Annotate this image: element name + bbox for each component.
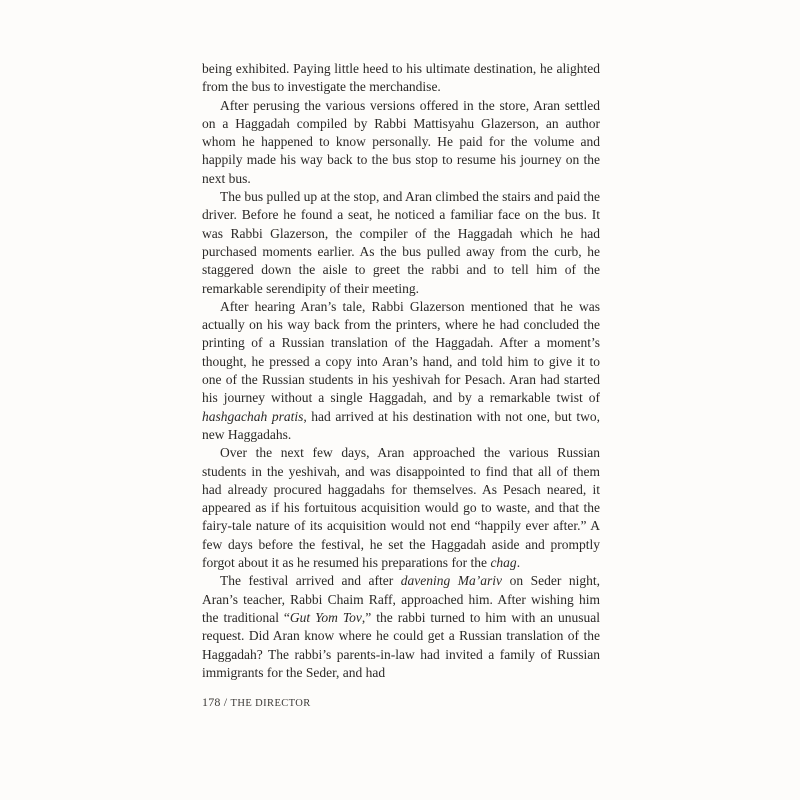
text-run: , had arrived at his destination with not one, but two, new Haggadahs. (202, 408, 600, 442)
text-run: Over the next few days, Aran approached the various Russian students in the yeshivah, and was disappointed to find that all of them had already procured haggadahs for themselves. As Pesach neared, it appeared as if his fortuitous acquisition would go to waste, and that the fairy-tale nature of its acquisition would not end “happily ever after.” A few days before the festival, he set the Haggadah aside and promptly forgot about it as he resumed his preparations for the (202, 445, 600, 571)
italic-text: Gut Yom Tov (289, 609, 362, 625)
paragraph (202, 97, 600, 188)
italic-text: chag (490, 555, 517, 571)
text-run: being exhibited. Paying little heed to his ultimate destination, he alighted from the bus to investigate the merchandise. (202, 61, 600, 95)
text-run: After hearing Aran’s tale, Rabbi Glazerson mentioned that he was actually on his way back from the printers, where he had concluded the printing of a Russian translation of the Haggadah. After a moment’s thought, he pressed a copy into Aran’s hand, and told him to give it to one of the Russian students in his yeshivah for Pesach. Aran had started his journey without a single Haggadah, and by a remarkable twist of (202, 298, 600, 406)
italic-text: hashgachah pratis (202, 408, 304, 424)
paragraph (202, 572, 600, 682)
text-run: on Seder night, Aran’s teacher, Rabbi Chaim Raff, approached him. After wishing him the traditional “ (202, 573, 600, 625)
text-run: . (516, 555, 521, 571)
text-run: ,” the rabbi turned to him with an unusual request. Did Aran know where he could get a Russian translation of the Haggadah? The rabbi’s parents-in-law had invited a family of Russian immigrants for the Seder, and had (202, 609, 601, 680)
text-run: The festival arrived and after (220, 573, 401, 589)
italic-text: davening Ma’ariv (400, 573, 503, 589)
text-run: After perusing the various versions offered in the store, Aran settled on a Haggadah compiled by Rabbi Mattisyahu Glazerson, an author whom he happened to know personally. He paid for the volume and happily made his way back to the bus stop to resume his journey on the next bus. (202, 97, 600, 186)
book-title: THE DIRECTOR (230, 698, 311, 709)
text-run: The bus pulled up at the stop, and Aran climbed the stairs and paid the driver. Before he found a seat, he noticed a familiar face on the bus. It was Rabbi Glazerson, the compiler of the Haggadah which he had purchased moments earlier. As the bus pulled away from the curb, he staggered down the aisle to greet the rabbi and to tell him of the remarkable serendipity of their meeting. (202, 189, 600, 296)
paragraph (202, 298, 600, 444)
paragraph (202, 188, 600, 298)
paragraph (202, 444, 600, 572)
page-number: 178 (202, 695, 221, 709)
body-text (202, 60, 600, 682)
paragraph (202, 60, 600, 97)
footer-separator: / (220, 695, 231, 709)
page-footer (202, 695, 311, 710)
